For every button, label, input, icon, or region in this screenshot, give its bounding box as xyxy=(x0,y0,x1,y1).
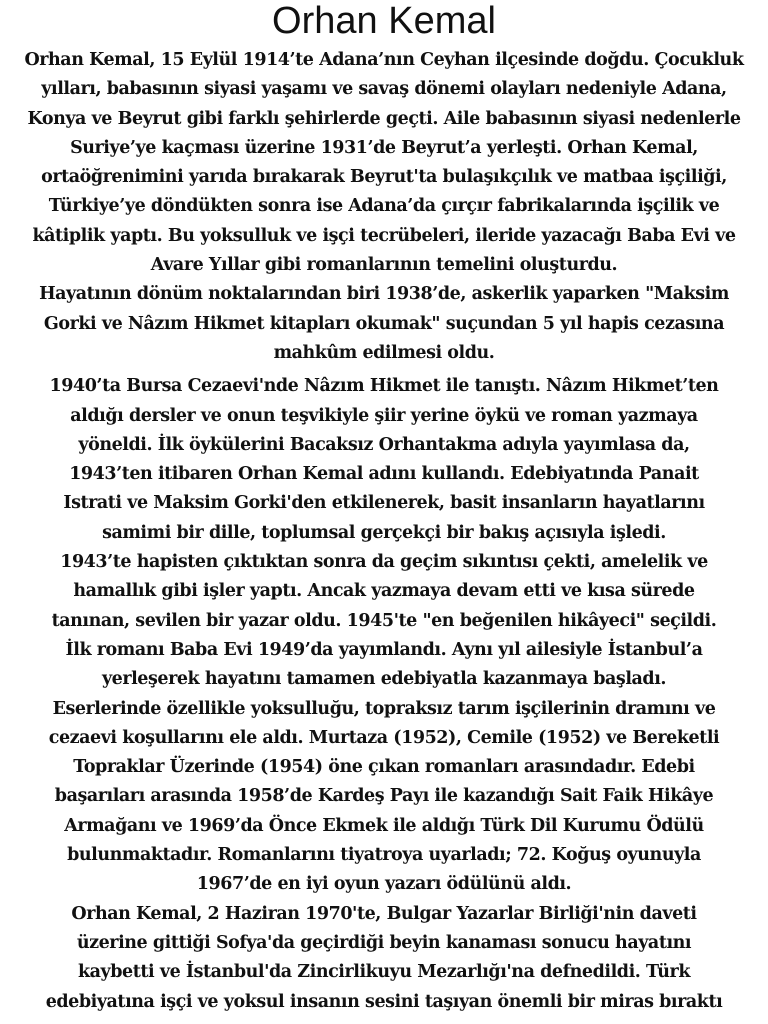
text-line: 1943’te hapisten çıktıktan sonra da geçim sıkıntısı çekti, amelelik ve xyxy=(60,552,708,573)
text-line: Orhan Kemal, 15 Eylül 1914’te Adana’nın Ceyhan ilçesinde doğdu. Çocukluk xyxy=(24,50,744,70)
paragraph-1 xyxy=(0,46,768,368)
page-title: Orhan Kemal xyxy=(272,0,496,42)
text-line: 1940’ta Bursa Cezaevi'nde Nâzım Hikmet ile tanıştı. Nâzım Hikmet’ten xyxy=(49,376,719,397)
text-line: İlk romanı Baba Evi 1949’da yayımlandı. Aynı yıl ailesiyle İstanbul’a xyxy=(65,639,703,660)
text-line: tanınan, sevilen bir yazar oldu. 1945'te "en beğenilen hikâyeci" seçildi. xyxy=(51,610,717,631)
text-line: Konya ve Beyrut gibi farklı şehirlerde geçti. Aile babasının siyasi nedenlerle xyxy=(27,108,741,129)
paragraph-2 xyxy=(0,372,768,1017)
text-line: yöneldi. İlk öykülerini Bacaksız Orhantakma adıyla yayımlasa da, xyxy=(78,434,690,455)
text-line: mahkûm edilmesi oldu. xyxy=(273,342,495,363)
text-line: Eserlerinde özellikle yoksulluğu, topraksız tarım işçilerinin dramını ve xyxy=(52,698,716,719)
text-line: hamallık gibi işler yaptı. Ancak yazmaya devam etti ve kısa sürede xyxy=(73,581,695,602)
text-line: Suriye’ye kaçması üzerine 1931’de Beyrut’a yerleşti. Orhan Kemal, xyxy=(70,137,698,158)
text-line: başarıları arasında 1958’de Kardeş Payı ile kazandığı Sait Faik Hikâye xyxy=(54,786,714,807)
text-line: Hayatının dönüm noktalarından biri 1938’de, askerlik yaparken "Maksim xyxy=(39,284,729,305)
text-line: Istrati ve Maksim Gorki'den etkilenerek, basit insanların hayatlarını xyxy=(63,493,705,514)
text-line: bulunmaktadır. Romanlarını tiyatroya uyarladı; 72. Koğuş oyunuyla xyxy=(67,845,701,866)
text-line: aldığı dersler ve onun teşvikiyle şiir yerine öykü ve roman yazmaya xyxy=(70,405,698,426)
text-line: Gorki ve Nâzım Hikmet kitapları okumak" suçundan 5 yıl hapis cezasına xyxy=(43,313,725,334)
text-line: Orhan Kemal, 2 Haziran 1970'te, Bulgar Yazarlar Birliği'nin daveti xyxy=(71,903,697,924)
text-line: edebiyatına işçi ve yoksul insanın sesini taşıyan önemli bir miras bıraktı xyxy=(45,991,723,1012)
text-line: Türkiye’ye döndükten sonra ise Adana’da çırçır fabrikalarında işçilik ve xyxy=(48,196,720,217)
text-line: samimi bir dille, toplumsal gerçekçi bir bakış açısıyla işledi. xyxy=(102,522,666,543)
text-line: yılları, babasının siyasi yaşamı ve savaş dönemi olayları nedeniyle Adana, xyxy=(41,79,727,100)
text-line: cezaevi koşullarını ele aldı. Murtaza (1952), Cemile (1952) ve Bereketli xyxy=(48,727,720,748)
text-line: kâtiplik yaptı. Bu yoksulluk ve işçi tecrübeleri, ileride yazacağı Baba Evi ve xyxy=(32,225,736,246)
text-line: yerleşerek hayatını tamamen edebiyatla kazanmaya başladı. xyxy=(101,669,667,690)
text-line: 1943’ten itibaren Orhan Kemal adını kullandı. Edebiyatında Panait xyxy=(69,464,699,485)
text-line: Avare Yıllar gibi romanlarının temelini oluşturdu. xyxy=(150,255,618,276)
text-line: ortaöğrenimini yarıda bırakarak Beyrut'ta bulaşıkçılık ve matbaa işçiliği, xyxy=(41,167,727,188)
text-line: üzerine gittiği Sofya'da geçirdiği beyin kanaması sonucu hayatını xyxy=(76,932,692,953)
text-line: 1967’de en iyi oyun yazarı ödülünü aldı. xyxy=(196,874,572,895)
text-line: Armağanı ve 1969’da Önce Ekmek ile aldığı Türk Dil Kurumu Ödülü xyxy=(64,815,704,836)
text-line: kaybetti ve İstanbul'da Zincirlikuyu Mezarlığı'na defnedildi. Türk xyxy=(77,962,690,983)
text-line: Topraklar Üzerinde (1954) öne çıkan romanları arasındadır. Edebi xyxy=(73,757,695,778)
